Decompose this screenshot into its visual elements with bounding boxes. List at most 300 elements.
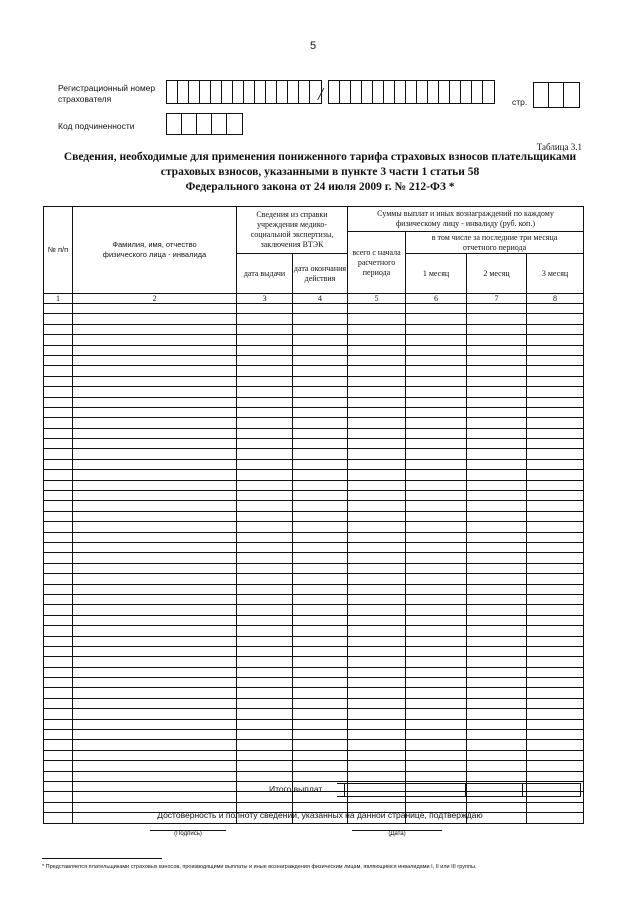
table-cell[interactable] bbox=[467, 542, 527, 552]
table-cell[interactable] bbox=[237, 335, 293, 345]
table-cell[interactable] bbox=[293, 376, 348, 386]
table-cell[interactable] bbox=[348, 480, 406, 490]
table-cell[interactable] bbox=[527, 615, 584, 625]
table-cell[interactable] bbox=[293, 563, 348, 573]
table-cell[interactable] bbox=[527, 626, 584, 636]
table-cell[interactable] bbox=[73, 459, 237, 469]
table-cell[interactable] bbox=[237, 771, 293, 781]
table-cell[interactable] bbox=[467, 439, 527, 449]
table-cell[interactable] bbox=[44, 678, 73, 688]
table-cell[interactable] bbox=[406, 688, 467, 698]
page-number-boxes[interactable] bbox=[533, 82, 580, 108]
table-cell[interactable] bbox=[406, 449, 467, 459]
table-cell[interactable] bbox=[406, 314, 467, 324]
table-cell[interactable] bbox=[467, 418, 527, 428]
table-cell[interactable] bbox=[348, 449, 406, 459]
table-cell[interactable] bbox=[44, 366, 73, 376]
table-cell[interactable] bbox=[467, 304, 527, 314]
table-cell[interactable] bbox=[406, 355, 467, 365]
table-cell[interactable] bbox=[293, 594, 348, 604]
table-cell[interactable] bbox=[348, 719, 406, 729]
table-cell[interactable] bbox=[293, 657, 348, 667]
table-cell[interactable] bbox=[527, 366, 584, 376]
table-cell[interactable] bbox=[293, 730, 348, 740]
table-cell[interactable] bbox=[348, 459, 406, 469]
table-cell[interactable] bbox=[237, 470, 293, 480]
table-cell[interactable] bbox=[348, 532, 406, 542]
table-cell[interactable] bbox=[44, 324, 73, 334]
table-cell[interactable] bbox=[73, 335, 237, 345]
table-cell[interactable] bbox=[44, 522, 73, 532]
table-cell[interactable] bbox=[293, 428, 348, 438]
table-cell[interactable] bbox=[348, 563, 406, 573]
table-cell[interactable] bbox=[527, 335, 584, 345]
table-cell[interactable] bbox=[406, 563, 467, 573]
table-cell[interactable] bbox=[348, 324, 406, 334]
table-cell[interactable] bbox=[73, 740, 237, 750]
signature-field[interactable] bbox=[150, 830, 226, 837]
table-cell[interactable] bbox=[73, 646, 237, 656]
table-cell[interactable] bbox=[467, 761, 527, 771]
table-cell[interactable] bbox=[467, 345, 527, 355]
table-cell[interactable] bbox=[237, 387, 293, 397]
table-cell[interactable] bbox=[406, 730, 467, 740]
table-cell[interactable] bbox=[348, 605, 406, 615]
table-cell[interactable] bbox=[237, 542, 293, 552]
table-cell[interactable] bbox=[44, 314, 73, 324]
table-cell[interactable] bbox=[73, 709, 237, 719]
table-cell[interactable] bbox=[237, 407, 293, 417]
table-cell[interactable] bbox=[348, 376, 406, 386]
table-cell[interactable] bbox=[527, 418, 584, 428]
table-cell[interactable] bbox=[237, 709, 293, 719]
table-cell[interactable] bbox=[348, 491, 406, 501]
table-cell[interactable] bbox=[44, 698, 73, 708]
table-cell[interactable] bbox=[406, 418, 467, 428]
table-cell[interactable] bbox=[44, 709, 73, 719]
table-cell[interactable] bbox=[348, 522, 406, 532]
table-cell[interactable] bbox=[406, 345, 467, 355]
table-cell[interactable] bbox=[293, 605, 348, 615]
table-cell[interactable] bbox=[44, 719, 73, 729]
table-cell[interactable] bbox=[237, 491, 293, 501]
table-cell[interactable] bbox=[44, 730, 73, 740]
table-cell[interactable] bbox=[293, 740, 348, 750]
table-cell[interactable] bbox=[73, 574, 237, 584]
table-cell[interactable] bbox=[348, 407, 406, 417]
table-cell[interactable] bbox=[527, 709, 584, 719]
table-cell[interactable] bbox=[527, 542, 584, 552]
table-cell[interactable] bbox=[237, 501, 293, 511]
table-cell[interactable] bbox=[467, 750, 527, 760]
table-cell[interactable] bbox=[406, 667, 467, 677]
table-cell[interactable] bbox=[406, 304, 467, 314]
table-cell[interactable] bbox=[348, 626, 406, 636]
table-cell[interactable] bbox=[293, 387, 348, 397]
table-cell[interactable] bbox=[467, 470, 527, 480]
table-cell[interactable] bbox=[293, 709, 348, 719]
table-cell[interactable] bbox=[293, 771, 348, 781]
table-cell[interactable] bbox=[73, 657, 237, 667]
table-cell[interactable] bbox=[237, 584, 293, 594]
table-cell[interactable] bbox=[527, 594, 584, 604]
table-cell[interactable] bbox=[44, 750, 73, 760]
table-cell[interactable] bbox=[527, 740, 584, 750]
table-cell[interactable] bbox=[467, 376, 527, 386]
table-cell[interactable] bbox=[44, 792, 73, 802]
table-cell[interactable] bbox=[527, 522, 584, 532]
table-cell[interactable] bbox=[73, 636, 237, 646]
table-cell[interactable] bbox=[527, 750, 584, 760]
table-cell[interactable] bbox=[73, 750, 237, 760]
table-cell[interactable] bbox=[293, 522, 348, 532]
table-cell[interactable] bbox=[527, 491, 584, 501]
table-cell[interactable] bbox=[44, 657, 73, 667]
table-cell[interactable] bbox=[406, 574, 467, 584]
table-cell[interactable] bbox=[73, 688, 237, 698]
table-cell[interactable] bbox=[348, 678, 406, 688]
table-cell[interactable] bbox=[293, 761, 348, 771]
table-cell[interactable] bbox=[73, 594, 237, 604]
table-cell[interactable] bbox=[406, 522, 467, 532]
table-cell[interactable] bbox=[348, 542, 406, 552]
table-cell[interactable] bbox=[348, 709, 406, 719]
table-cell[interactable] bbox=[73, 366, 237, 376]
date-field[interactable] bbox=[352, 830, 442, 837]
table-cell[interactable] bbox=[348, 761, 406, 771]
table-cell[interactable] bbox=[73, 449, 237, 459]
table-cell[interactable] bbox=[467, 626, 527, 636]
table-cell[interactable] bbox=[44, 418, 73, 428]
table-cell[interactable] bbox=[44, 761, 73, 771]
table-cell[interactable] bbox=[44, 740, 73, 750]
table-cell[interactable] bbox=[73, 314, 237, 324]
table-cell[interactable] bbox=[293, 698, 348, 708]
table-cell[interactable] bbox=[467, 771, 527, 781]
table-cell[interactable] bbox=[237, 740, 293, 750]
table-cell[interactable] bbox=[44, 615, 73, 625]
table-cell[interactable] bbox=[348, 355, 406, 365]
table-cell[interactable] bbox=[44, 480, 73, 490]
table-cell[interactable] bbox=[237, 449, 293, 459]
table-cell[interactable] bbox=[527, 459, 584, 469]
table-cell[interactable] bbox=[406, 636, 467, 646]
table-cell[interactable] bbox=[237, 355, 293, 365]
table-cell[interactable] bbox=[237, 730, 293, 740]
table-cell[interactable] bbox=[467, 522, 527, 532]
table-cell[interactable] bbox=[467, 355, 527, 365]
table-cell[interactable] bbox=[44, 428, 73, 438]
table-cell[interactable] bbox=[73, 563, 237, 573]
table-cell[interactable] bbox=[348, 439, 406, 449]
table-cell[interactable] bbox=[527, 532, 584, 542]
table-cell[interactable] bbox=[73, 439, 237, 449]
table-cell[interactable] bbox=[527, 439, 584, 449]
table-cell[interactable] bbox=[348, 418, 406, 428]
table-cell[interactable] bbox=[527, 688, 584, 698]
table-cell[interactable] bbox=[406, 397, 467, 407]
table-cell[interactable] bbox=[348, 304, 406, 314]
table-cell[interactable] bbox=[44, 397, 73, 407]
table-cell[interactable] bbox=[467, 636, 527, 646]
table-cell[interactable] bbox=[293, 491, 348, 501]
table-cell[interactable] bbox=[44, 667, 73, 677]
table-cell[interactable] bbox=[293, 355, 348, 365]
table-cell[interactable] bbox=[73, 667, 237, 677]
table-cell[interactable] bbox=[293, 314, 348, 324]
table-cell[interactable] bbox=[467, 719, 527, 729]
table-cell[interactable] bbox=[406, 428, 467, 438]
table-cell[interactable] bbox=[237, 605, 293, 615]
table-cell[interactable] bbox=[293, 304, 348, 314]
total-cell[interactable] bbox=[405, 784, 465, 797]
table-cell[interactable] bbox=[406, 511, 467, 521]
table-cell[interactable] bbox=[44, 688, 73, 698]
table-cell[interactable] bbox=[467, 698, 527, 708]
table-cell[interactable] bbox=[527, 345, 584, 355]
table-cell[interactable] bbox=[406, 750, 467, 760]
reg-number-boxes-right[interactable] bbox=[328, 80, 495, 104]
table-cell[interactable] bbox=[467, 688, 527, 698]
table-cell[interactable] bbox=[467, 615, 527, 625]
total-cell[interactable] bbox=[337, 784, 344, 797]
table-cell[interactable] bbox=[293, 366, 348, 376]
table-cell[interactable] bbox=[467, 314, 527, 324]
table-cell[interactable] bbox=[293, 615, 348, 625]
table-cell[interactable] bbox=[237, 428, 293, 438]
table-cell[interactable] bbox=[527, 667, 584, 677]
table-cell[interactable] bbox=[237, 553, 293, 563]
table-cell[interactable] bbox=[293, 418, 348, 428]
table-cell[interactable] bbox=[237, 667, 293, 677]
table-cell[interactable] bbox=[44, 605, 73, 615]
table-cell[interactable] bbox=[237, 719, 293, 729]
table-cell[interactable] bbox=[293, 636, 348, 646]
table-cell[interactable] bbox=[237, 688, 293, 698]
table-cell[interactable] bbox=[237, 324, 293, 334]
table-cell[interactable] bbox=[527, 304, 584, 314]
table-cell[interactable] bbox=[293, 459, 348, 469]
table-cell[interactable] bbox=[348, 636, 406, 646]
table-cell[interactable] bbox=[406, 698, 467, 708]
table-cell[interactable] bbox=[527, 470, 584, 480]
table-cell[interactable] bbox=[406, 335, 467, 345]
table-cell[interactable] bbox=[348, 688, 406, 698]
table-cell[interactable] bbox=[348, 771, 406, 781]
table-cell[interactable] bbox=[348, 335, 406, 345]
table-cell[interactable] bbox=[406, 657, 467, 667]
table-cell[interactable] bbox=[293, 407, 348, 417]
table-cell[interactable] bbox=[293, 678, 348, 688]
table-cell[interactable] bbox=[237, 376, 293, 386]
table-cell[interactable] bbox=[406, 740, 467, 750]
table-cell[interactable] bbox=[44, 511, 73, 521]
table-cell[interactable] bbox=[44, 407, 73, 417]
table-cell[interactable] bbox=[467, 459, 527, 469]
table-cell[interactable] bbox=[467, 480, 527, 490]
table-cell[interactable] bbox=[527, 605, 584, 615]
table-cell[interactable] bbox=[237, 750, 293, 760]
table-cell[interactable] bbox=[348, 387, 406, 397]
table-cell[interactable] bbox=[237, 511, 293, 521]
table-cell[interactable] bbox=[293, 449, 348, 459]
table-cell[interactable] bbox=[527, 511, 584, 521]
table-cell[interactable] bbox=[406, 376, 467, 386]
table-cell[interactable] bbox=[73, 376, 237, 386]
table-cell[interactable] bbox=[73, 771, 237, 781]
table-cell[interactable] bbox=[237, 626, 293, 636]
table-cell[interactable] bbox=[527, 324, 584, 334]
table-cell[interactable] bbox=[237, 345, 293, 355]
total-cell[interactable] bbox=[522, 784, 580, 797]
table-cell[interactable] bbox=[467, 678, 527, 688]
table-cell[interactable] bbox=[406, 366, 467, 376]
table-cell[interactable] bbox=[44, 501, 73, 511]
table-cell[interactable] bbox=[406, 678, 467, 688]
table-cell[interactable] bbox=[44, 626, 73, 636]
table-cell[interactable] bbox=[237, 615, 293, 625]
table-cell[interactable] bbox=[348, 646, 406, 656]
table-cell[interactable] bbox=[44, 553, 73, 563]
table-cell[interactable] bbox=[406, 532, 467, 542]
table-cell[interactable] bbox=[527, 657, 584, 667]
table-cell[interactable] bbox=[293, 646, 348, 656]
table-cell[interactable] bbox=[293, 324, 348, 334]
table-cell[interactable] bbox=[467, 657, 527, 667]
table-cell[interactable] bbox=[406, 605, 467, 615]
table-cell[interactable] bbox=[527, 449, 584, 459]
table-cell[interactable] bbox=[293, 626, 348, 636]
table-cell[interactable] bbox=[527, 584, 584, 594]
table-cell[interactable] bbox=[406, 459, 467, 469]
table-cell[interactable] bbox=[237, 698, 293, 708]
table-cell[interactable] bbox=[527, 636, 584, 646]
table-cell[interactable] bbox=[467, 366, 527, 376]
table-cell[interactable] bbox=[467, 501, 527, 511]
table-cell[interactable] bbox=[44, 594, 73, 604]
table-cell[interactable] bbox=[406, 626, 467, 636]
table-cell[interactable] bbox=[293, 439, 348, 449]
table-cell[interactable] bbox=[527, 646, 584, 656]
table-cell[interactable] bbox=[237, 563, 293, 573]
table-cell[interactable] bbox=[293, 470, 348, 480]
table-cell[interactable] bbox=[406, 646, 467, 656]
table-cell[interactable] bbox=[73, 626, 237, 636]
table-cell[interactable] bbox=[73, 605, 237, 615]
table-cell[interactable] bbox=[467, 605, 527, 615]
table-cell[interactable] bbox=[73, 407, 237, 417]
table-cell[interactable] bbox=[73, 719, 237, 729]
table-cell[interactable] bbox=[293, 719, 348, 729]
table-cell[interactable] bbox=[237, 459, 293, 469]
table-cell[interactable] bbox=[44, 304, 73, 314]
table-cell[interactable] bbox=[348, 366, 406, 376]
table-cell[interactable] bbox=[237, 678, 293, 688]
table-cell[interactable] bbox=[527, 719, 584, 729]
table-cell[interactable] bbox=[44, 376, 73, 386]
table-cell[interactable] bbox=[406, 542, 467, 552]
table-cell[interactable] bbox=[73, 304, 237, 314]
table-cell[interactable] bbox=[348, 501, 406, 511]
table-cell[interactable] bbox=[73, 345, 237, 355]
table-cell[interactable] bbox=[44, 470, 73, 480]
table-cell[interactable] bbox=[467, 532, 527, 542]
table-cell[interactable] bbox=[237, 532, 293, 542]
table-cell[interactable] bbox=[73, 470, 237, 480]
table-cell[interactable] bbox=[73, 542, 237, 552]
table-cell[interactable] bbox=[237, 314, 293, 324]
table-cell[interactable] bbox=[406, 771, 467, 781]
table-cell[interactable] bbox=[237, 418, 293, 428]
table-cell[interactable] bbox=[406, 470, 467, 480]
table-cell[interactable] bbox=[527, 397, 584, 407]
table-cell[interactable] bbox=[237, 594, 293, 604]
table-cell[interactable] bbox=[73, 397, 237, 407]
table-cell[interactable] bbox=[44, 439, 73, 449]
table-cell[interactable] bbox=[293, 553, 348, 563]
table-cell[interactable] bbox=[44, 542, 73, 552]
table-cell[interactable] bbox=[527, 771, 584, 781]
table-cell[interactable] bbox=[44, 771, 73, 781]
table-cell[interactable] bbox=[73, 522, 237, 532]
table-cell[interactable] bbox=[73, 615, 237, 625]
table-cell[interactable] bbox=[293, 667, 348, 677]
table-cell[interactable] bbox=[73, 355, 237, 365]
table-cell[interactable] bbox=[348, 574, 406, 584]
table-cell[interactable] bbox=[293, 688, 348, 698]
table-cell[interactable] bbox=[73, 730, 237, 740]
table-cell[interactable] bbox=[73, 584, 237, 594]
table-cell[interactable] bbox=[527, 553, 584, 563]
table-cell[interactable] bbox=[44, 584, 73, 594]
table-cell[interactable] bbox=[348, 740, 406, 750]
table-cell[interactable] bbox=[293, 397, 348, 407]
table-cell[interactable] bbox=[406, 480, 467, 490]
table-cell[interactable] bbox=[406, 761, 467, 771]
table-cell[interactable] bbox=[467, 584, 527, 594]
table-cell[interactable] bbox=[73, 698, 237, 708]
table-cell[interactable] bbox=[348, 397, 406, 407]
table-cell[interactable] bbox=[73, 428, 237, 438]
total-cell[interactable] bbox=[465, 784, 522, 797]
table-cell[interactable] bbox=[406, 439, 467, 449]
table-cell[interactable] bbox=[44, 355, 73, 365]
table-cell[interactable] bbox=[467, 511, 527, 521]
table-cell[interactable] bbox=[467, 449, 527, 459]
table-cell[interactable] bbox=[44, 345, 73, 355]
table-cell[interactable] bbox=[44, 646, 73, 656]
table-cell[interactable] bbox=[348, 345, 406, 355]
table-cell[interactable] bbox=[44, 449, 73, 459]
table-cell[interactable] bbox=[348, 470, 406, 480]
table-cell[interactable] bbox=[406, 491, 467, 501]
table-cell[interactable] bbox=[348, 698, 406, 708]
table-cell[interactable] bbox=[348, 584, 406, 594]
table-cell[interactable] bbox=[467, 730, 527, 740]
table-cell[interactable] bbox=[467, 553, 527, 563]
table-cell[interactable] bbox=[237, 480, 293, 490]
table-cell[interactable] bbox=[527, 761, 584, 771]
table-cell[interactable] bbox=[73, 480, 237, 490]
table-cell[interactable] bbox=[293, 501, 348, 511]
table-cell[interactable] bbox=[348, 657, 406, 667]
table-cell[interactable] bbox=[293, 532, 348, 542]
table-cell[interactable] bbox=[467, 407, 527, 417]
table-cell[interactable] bbox=[467, 387, 527, 397]
subordination-boxes[interactable] bbox=[166, 113, 243, 135]
table-cell[interactable] bbox=[467, 324, 527, 334]
table-cell[interactable] bbox=[527, 355, 584, 365]
